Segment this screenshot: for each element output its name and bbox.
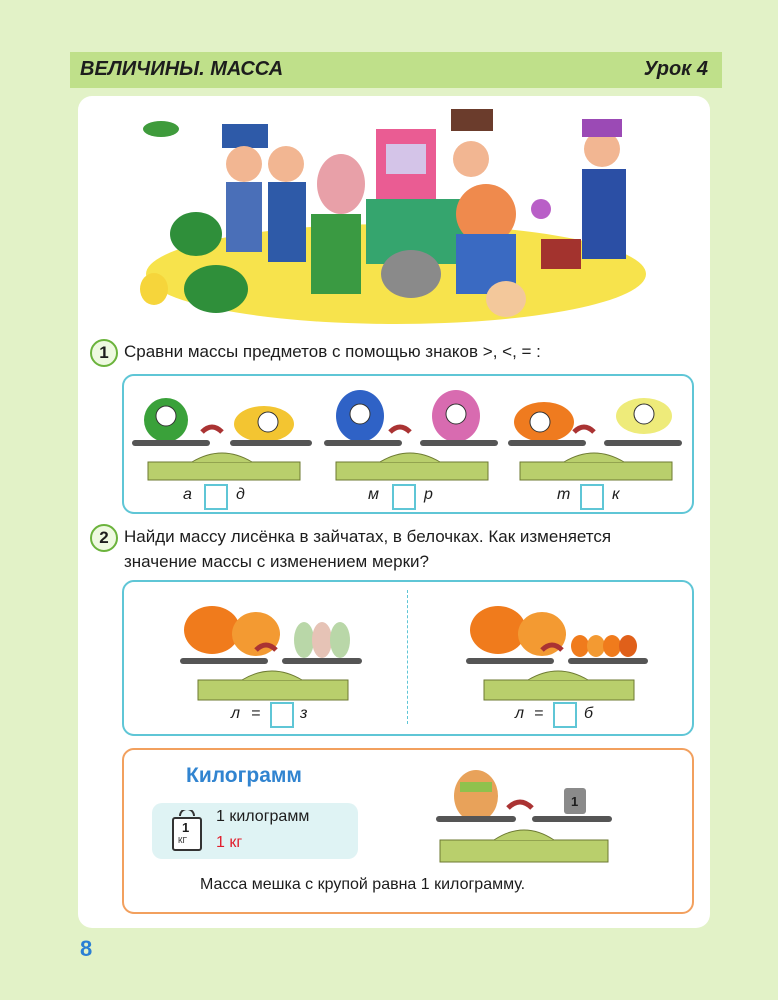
comparison-2-answer-box[interactable] [392,484,416,510]
chapter-header [70,52,722,88]
kilogram-abbreviation: 1 кг [216,834,243,851]
kilogram-full-name: 1 килограмм [216,808,310,825]
equation-1-answer-box[interactable] [270,702,294,728]
scale-fox-hares [176,594,366,702]
task-2-divider [407,590,408,724]
page-number: 8 [80,936,93,961]
task-2-instruction-line1: Найди массу лисёнка в зайчатах, в белочках. Как изменяется [124,527,612,546]
equation-1-right: з [300,705,308,722]
scale-melon-honeydew [132,382,316,482]
comparison-1-left: а [183,486,192,503]
comparison-2-left: м [368,486,379,503]
scale-grain-bag-and-weight [432,756,616,868]
kilogram-title: Килограмм [186,764,302,787]
equation-2-answer-box[interactable] [553,702,577,728]
equation-1-eq: = [251,705,261,722]
comparison-3-answer-box[interactable] [580,484,604,510]
task-1-number: 1 [90,339,118,367]
market-scene-illustration [126,104,646,324]
task-2-number: 2 [90,524,118,552]
scale-pumpkin-cabbage [504,382,688,482]
chapter-title: ВЕЛИЧИНЫ. МАССА [80,58,284,80]
kilogram-example-sentence: Масса мешка с крупой равна 1 килограмму. [200,876,526,893]
kilogram-weight-unit: КГ [178,836,187,845]
comparison-3-left: т [557,486,571,503]
task-2-instruction-line2: значение массы с изменением мерки? [124,552,429,571]
equation-1-left: л [231,705,241,722]
equation-2-right: б [584,705,593,722]
task-1-instruction: Сравни массы предметов с помощью знаков >, <, = : [124,342,541,361]
comparison-1-answer-box[interactable] [204,484,228,510]
lesson-number: Урок 4 [643,58,708,80]
scale-fox-squirrels [462,594,652,702]
comparison-2-right: р [424,486,433,503]
comparison-3-right: к [612,486,620,503]
comparison-1-right: д [236,486,245,503]
scale-bags [320,382,504,482]
kilogram-weight-number: 1 [182,820,190,835]
scale-weight-label: 1 [571,794,579,809]
equation-2-left: л [515,705,525,722]
equation-2-eq: = [534,705,544,722]
